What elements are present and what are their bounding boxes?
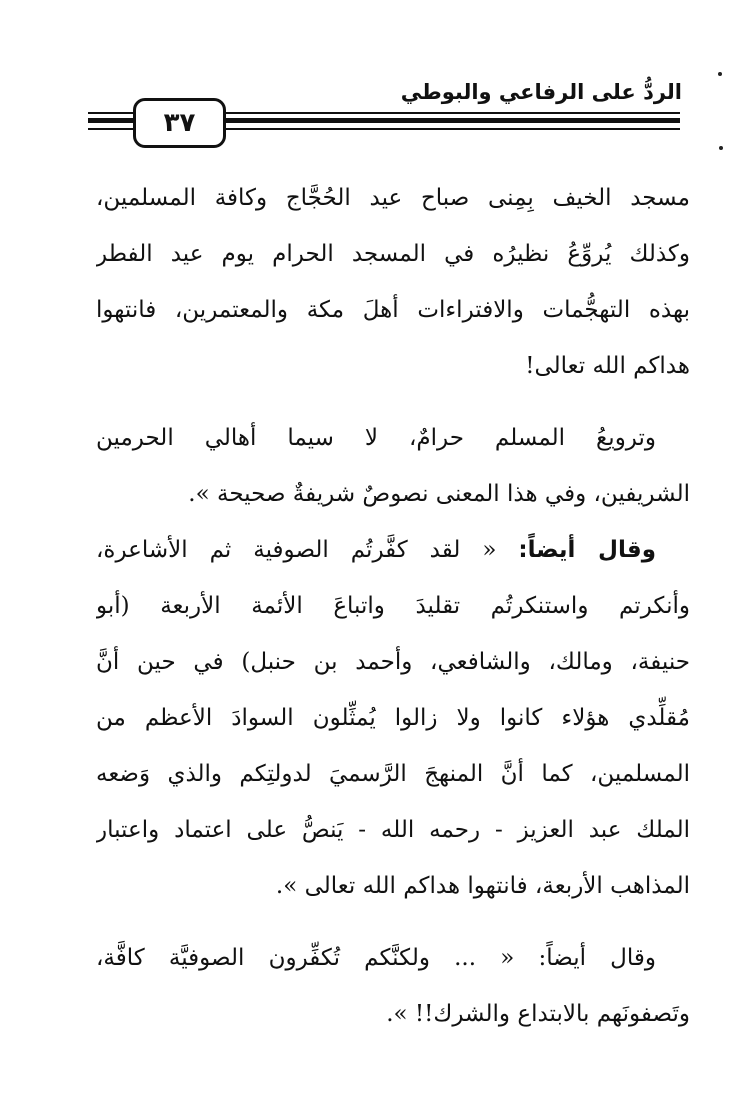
text-line	[96, 522, 690, 578]
margin-mark	[718, 72, 722, 76]
text-line: وكذلك يُروِّعُ نظيرُه في المسجد الحرام يوم عيد الفطر	[96, 241, 690, 267]
margin-mark	[719, 146, 723, 150]
text-line: هداكم الله تعالى!	[525, 353, 690, 379]
text-line: حنيفة، ومالك، والشافعي، وأحمد بن حنبل) في حين أنَّ	[96, 649, 690, 675]
text-line: وقال أيضاً: « ... ولكنَّكم تُكفِّرون الصوفيَّة كافَّة،	[96, 945, 656, 971]
text-line: وتَصفونَهم بالابتداع والشرك!! ».	[386, 1001, 690, 1027]
text-line: المذاهب الأربعة، فانتهوا هداكم الله تعالى ».	[275, 873, 690, 899]
paragraph-2	[96, 410, 690, 522]
text-fragment: « لقد كفَّرتُم الصوفية ثم الأشاعرة،	[96, 537, 497, 563]
text-line: مُقلِّدي هؤلاء كانوا ولا زالوا يُمثِّلون السوادَ الأعظم من	[96, 705, 690, 731]
paragraph-4	[96, 930, 690, 1042]
text-line: المسلمين، كما أنَّ المنهجَ الرَّسميَ لدولتِكم والذي وَضعه	[96, 761, 690, 787]
page-number	[133, 98, 226, 148]
text-line: الشريفين، وفي هذا المعنى نصوصٌ شريفةٌ صحيحة ».	[188, 481, 690, 507]
quote-lead: وقال أيضاً:	[518, 537, 657, 563]
paragraph-3	[96, 522, 690, 914]
text-line: الملك عبد العزيز - رحمه الله - يَنصُّ على اعتماد واعتبار	[96, 817, 690, 843]
running-title: الردُّ على الرفاعي والبوطي	[400, 80, 682, 104]
page-number-text: ٣٧	[163, 108, 196, 138]
paragraph-1	[96, 170, 690, 394]
text-line: وترويعُ المسلم حرامٌ، لا سيما أهالي الحرمين	[96, 425, 656, 451]
text-line: مسجد الخيف بِمِنى صباح عيد الحُجَّاج وكافة المسلمين،	[96, 185, 690, 211]
text-line: بهذه التهجُّمات والافتراءات أهلَ مكة والمعتمرين، فانتهوا	[96, 297, 690, 323]
text-line: وأنكرتم واستنكرتُم تقليدَ واتباعَ الأئمة الأربعة (أبو	[96, 593, 690, 619]
